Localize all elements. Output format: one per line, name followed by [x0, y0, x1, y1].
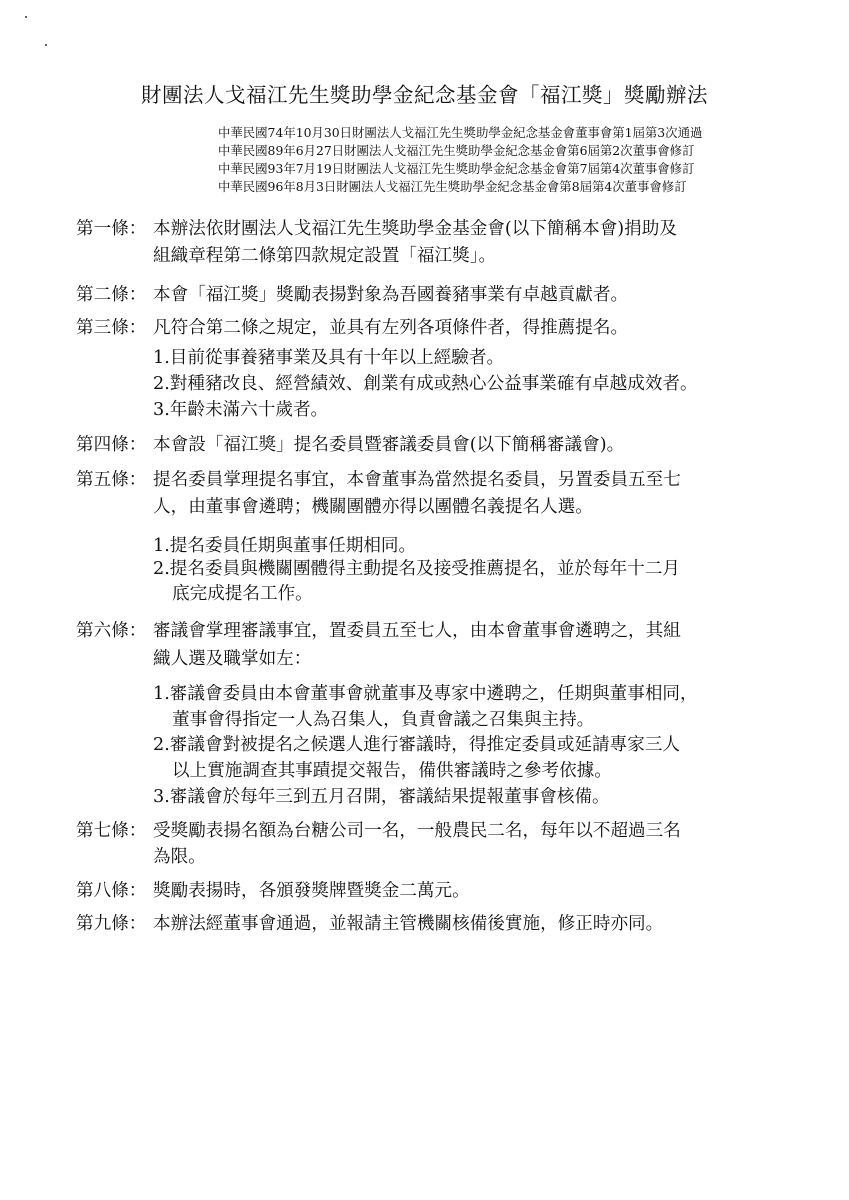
article-text: 凡符合第二條之規定，並具有左列各項條件者，得推薦提名。	[153, 318, 629, 338]
article-5	[76, 467, 681, 494]
article-text: 提名委員掌理提名事宜，本會董事為當然提名委員，另置委員五至七	[153, 470, 681, 490]
revision-line: 中華民國89年6月27日財團法人戈福江先生獎助學金紀念基金會第6屆第2次董事會修訂	[218, 143, 695, 158]
article-number: 第九條：	[76, 914, 147, 934]
article-item-continued: 底完成提名工作。	[172, 584, 313, 604]
scan-speck	[45, 44, 47, 46]
article-text: 審議會掌理審議事宜，置委員五至七人，由本會董事會遴聘之，其組	[153, 621, 681, 641]
article-7	[76, 818, 681, 845]
article-item: 1.提名委員任期與董事任期相同。	[153, 536, 417, 556]
article-text: 本辦法依財團法人戈福江先生獎助學金基金會(以下簡稱本會)捐助及	[153, 219, 677, 239]
article-8	[76, 878, 470, 905]
revision-line: 中華民國74年10月30日財團法人戈福江先生獎助學金紀念基金會董事會第1屆第3次通過	[218, 125, 703, 140]
article-text-continued: 為限。	[153, 847, 206, 867]
article-2	[76, 282, 628, 309]
article-number: 第五條：	[76, 470, 147, 490]
article-text-continued: 組織章程第二條第四款規定設置「福江獎」。	[153, 246, 497, 266]
article-9	[76, 911, 663, 938]
article-1	[76, 216, 677, 243]
article-text-continued: 織人選及職掌如左：	[153, 649, 312, 669]
article-item: 3.年齡未滿六十歲者。	[153, 400, 329, 420]
revision-line: 中華民國96年8月3日財團法人戈福江先生獎助學金紀念基金會第8屆第4次董事會修訂	[218, 179, 687, 194]
article-number: 第一條：	[76, 219, 147, 239]
article-text: 獎勵表揚時，各頒發獎牌暨獎金二萬元。	[153, 881, 470, 901]
article-item: 2.提名委員與機關團體得主動提名及接受推薦提名，並於每年十二月	[153, 559, 681, 579]
article-item: 2.對種豬改良、經營績效、創業有成或熱心公益事業確有卓越成效者。	[153, 374, 698, 394]
article-item: 1.審議會委員由本會董事會就董事及專家中遴聘之，任期與董事相同，	[153, 684, 698, 704]
article-3	[76, 315, 628, 342]
article-text: 本會設「福江獎」提名委員暨審議委員會(以下簡稱審議會)。	[153, 435, 625, 455]
article-item: 3.審議會於每年三到五月召開，審議結果提報董事會核備。	[153, 787, 610, 807]
article-text-continued: 人，由董事會遴聘；機關團體亦得以團體名義提名人選。	[153, 497, 593, 517]
article-number: 第六條：	[76, 621, 147, 641]
article-item-continued: 以上實施調查其事蹟提交報告，備供審議時之參考依據。	[172, 761, 612, 781]
scan-speck	[25, 16, 27, 18]
article-number: 第二條：	[76, 285, 147, 305]
article-text: 本辦法經董事會通過，並報請主管機關核備後實施，修正時亦同。	[153, 914, 664, 934]
article-6	[76, 618, 681, 645]
document-title: 財團法人戈福江先生獎助學金紀念基金會「福江獎」獎勵辦法	[141, 83, 708, 107]
article-number: 第四條：	[76, 435, 147, 455]
article-number: 第八條：	[76, 881, 147, 901]
article-item-continued: 董事會得指定一人為召集人，負責會議之召集與主持。	[172, 710, 595, 730]
revision-history	[218, 124, 838, 196]
article-item: 1.目前從事養豬事業及具有十年以上經驗者。	[153, 348, 505, 368]
article-number: 第三條：	[76, 318, 147, 338]
article-text: 本會「福江獎」獎勵表揚對象為吾國養豬事業有卓越貢獻者。	[153, 285, 629, 305]
article-item: 2.審議會對被提名之候選人進行審議時，得推定委員或延請專家三人	[153, 735, 681, 755]
article-number: 第七條：	[76, 821, 147, 841]
article-4	[76, 432, 624, 459]
article-text: 受獎勵表揚名額為台糖公司一名，一般農民二名，每年以不超過三名	[153, 821, 681, 841]
revision-line: 中華民國93年7月19日財團法人戈福江先生獎助學金紀念基金會第7屆第4次董事會修訂	[218, 161, 695, 176]
